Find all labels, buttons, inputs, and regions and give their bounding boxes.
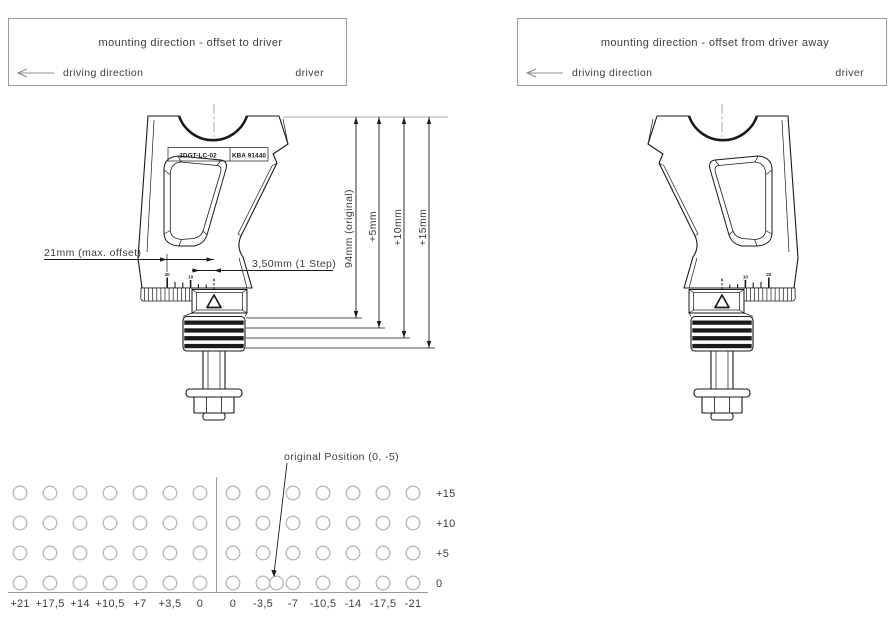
grid-col-label: +10,5 bbox=[95, 598, 125, 610]
driver-label: driver bbox=[835, 67, 864, 79]
dim-label-94mm-original: 94mm (original) bbox=[343, 189, 355, 268]
original-position-hole bbox=[270, 576, 284, 590]
grid-hole bbox=[133, 576, 147, 590]
grid-hole bbox=[286, 516, 300, 530]
grid-row-label: 0 bbox=[436, 578, 443, 590]
scale-label-0: 0 bbox=[212, 277, 216, 283]
grid-hole bbox=[163, 576, 177, 590]
dim-label-plus-10mm: +10mm bbox=[392, 208, 404, 246]
grid-hole bbox=[406, 516, 420, 530]
dim-label-step: 3,50mm (1 Step) bbox=[252, 258, 337, 270]
scale-label-10: 10 bbox=[742, 274, 748, 280]
grid-hole bbox=[163, 486, 177, 500]
grid-hole bbox=[406, 576, 420, 590]
grid-col-label: +21 bbox=[10, 598, 30, 610]
riser-bracket-right bbox=[648, 116, 798, 420]
driving-direction-label: driving direction bbox=[63, 67, 144, 79]
grid-row-label: +5 bbox=[436, 548, 450, 560]
grid-hole bbox=[103, 576, 117, 590]
original-position-label: original Position (0, -5) bbox=[284, 451, 400, 463]
grid-col-label: 0 bbox=[196, 598, 204, 610]
grid-hole bbox=[13, 516, 27, 530]
grid-hole bbox=[256, 516, 270, 530]
grid-hole bbox=[13, 486, 27, 500]
scale-label-0: 0 bbox=[720, 277, 724, 283]
grid-hole bbox=[406, 486, 420, 500]
engraving-kba-number: KBA 91440 bbox=[231, 152, 267, 160]
grid-hole bbox=[376, 576, 390, 590]
panel-title-right: mounting direction - offset from driver away bbox=[600, 37, 830, 49]
grid-col-label: +17,5 bbox=[35, 598, 65, 610]
grid-hole bbox=[193, 576, 207, 590]
grid-row-label: +15 bbox=[436, 488, 456, 500]
grid-hole bbox=[13, 576, 27, 590]
grid-hole bbox=[43, 546, 57, 560]
grid-hole bbox=[316, 516, 330, 530]
grid-hole bbox=[226, 576, 240, 590]
grid-col-label: -14 bbox=[344, 598, 362, 610]
grid-hole bbox=[376, 546, 390, 560]
grid-hole bbox=[133, 546, 147, 560]
grid-hole bbox=[133, 486, 147, 500]
grid-hole bbox=[226, 516, 240, 530]
grid-col-label: 0 bbox=[229, 598, 237, 610]
grid-hole bbox=[286, 576, 300, 590]
dim-label-plus-15mm: +15mm bbox=[417, 208, 429, 246]
grid-hole bbox=[43, 486, 57, 500]
scale-label-20: 20 bbox=[766, 272, 772, 277]
grid-col-label: +3,5 bbox=[158, 598, 182, 610]
grid-hole bbox=[193, 516, 207, 530]
grid-hole bbox=[256, 486, 270, 500]
grid-hole bbox=[43, 576, 57, 590]
grid-hole bbox=[346, 546, 360, 560]
grid-hole bbox=[103, 546, 117, 560]
grid-hole bbox=[193, 546, 207, 560]
grid-hole bbox=[286, 486, 300, 500]
scale-label-10: 10 bbox=[188, 274, 194, 280]
grid-hole bbox=[376, 486, 390, 500]
grid-hole bbox=[256, 576, 270, 590]
dim-label-plus-5mm: +5mm bbox=[367, 210, 379, 242]
grid-hole bbox=[316, 486, 330, 500]
grid-hole bbox=[346, 516, 360, 530]
grid-hole bbox=[346, 576, 360, 590]
grid-col-label: +7 bbox=[133, 598, 147, 610]
driving-direction-label: driving direction bbox=[572, 67, 653, 79]
grid-col-label: +14 bbox=[70, 598, 90, 610]
scale-label-20: 20 bbox=[164, 272, 170, 277]
grid-hole bbox=[193, 486, 207, 500]
grid-hole bbox=[226, 486, 240, 500]
grid-hole bbox=[316, 576, 330, 590]
grid-col-label: -17,5 bbox=[369, 598, 397, 610]
grid-hole bbox=[406, 546, 420, 560]
grid-col-label: -3,5 bbox=[252, 598, 274, 610]
grid-hole bbox=[103, 516, 117, 530]
grid-hole bbox=[103, 486, 117, 500]
grid-hole bbox=[133, 516, 147, 530]
grid-col-label: -10,5 bbox=[309, 598, 337, 610]
grid-hole bbox=[163, 516, 177, 530]
grid-hole bbox=[346, 486, 360, 500]
grid-hole bbox=[13, 546, 27, 560]
driver-label: driver bbox=[295, 67, 324, 79]
grid-row-label: +10 bbox=[436, 518, 456, 530]
position-grid bbox=[8, 451, 456, 610]
grid-hole bbox=[73, 546, 87, 560]
grid-hole bbox=[376, 516, 390, 530]
grid-hole bbox=[73, 516, 87, 530]
grid-col-label: -21 bbox=[404, 598, 422, 610]
grid-col-label: -7 bbox=[287, 598, 299, 610]
grid-hole bbox=[73, 576, 87, 590]
grid-hole bbox=[43, 516, 57, 530]
grid-hole bbox=[286, 546, 300, 560]
grid-hole bbox=[226, 546, 240, 560]
grid-hole bbox=[73, 486, 87, 500]
panel-title-left: mounting direction - offset to driver bbox=[98, 37, 283, 49]
grid-hole bbox=[316, 546, 330, 560]
grid-hole bbox=[256, 546, 270, 560]
engraving-model-code: 2DGT-LC-02 bbox=[179, 152, 217, 160]
grid-hole bbox=[163, 546, 177, 560]
dim-label-max-offset: 21mm (max. offset) bbox=[44, 247, 142, 259]
